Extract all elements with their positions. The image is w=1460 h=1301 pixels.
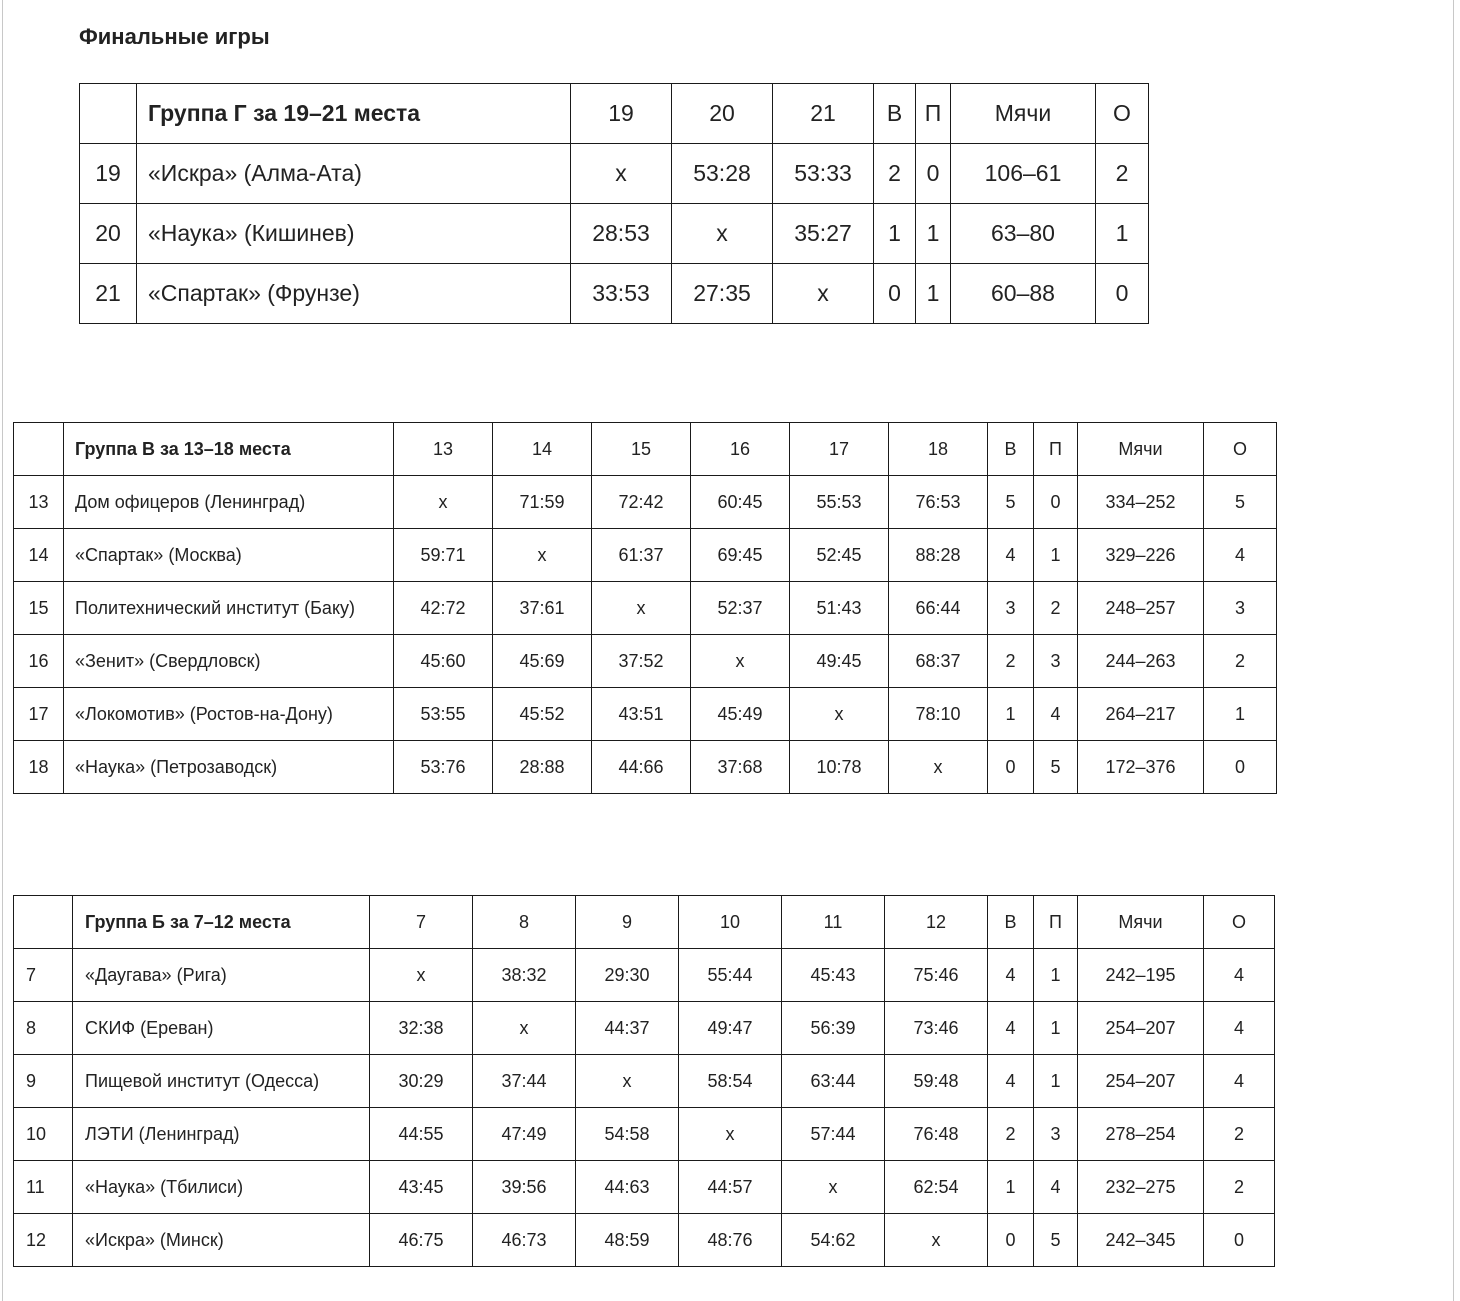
result-cell: 27:35 <box>672 264 773 324</box>
table-title: Группа В за 13–18 места <box>64 423 394 476</box>
points-cell: 4 <box>1204 1055 1275 1108</box>
result-cell: х <box>576 1055 679 1108</box>
result-cell: х <box>370 949 473 1002</box>
result-cell: 59:71 <box>394 529 493 582</box>
table-header-row <box>14 896 1275 949</box>
balls-cell: 242–345 <box>1078 1214 1204 1267</box>
wins-cell: 2 <box>988 635 1034 688</box>
result-cell: х <box>571 144 672 204</box>
points-cell: 2 <box>1204 635 1277 688</box>
result-cell: 44:66 <box>592 741 691 794</box>
points-cell: 0 <box>1096 264 1149 324</box>
wins-cell: 4 <box>988 529 1034 582</box>
balls-cell: 264–217 <box>1078 688 1204 741</box>
result-cell: 37:61 <box>493 582 592 635</box>
losses-cell: 1 <box>916 204 951 264</box>
table-row <box>14 635 1277 688</box>
result-cell: 45:49 <box>691 688 790 741</box>
result-cell: х <box>493 529 592 582</box>
wins-cell: 2 <box>874 144 916 204</box>
column-header: О <box>1204 423 1277 476</box>
result-cell: 69:45 <box>691 529 790 582</box>
wins-cell: 4 <box>988 1055 1034 1108</box>
table-row <box>14 1214 1275 1267</box>
place-cell: 19 <box>80 144 137 204</box>
place-cell: 7 <box>14 949 73 1002</box>
points-cell: 1 <box>1096 204 1149 264</box>
wins-cell: 0 <box>988 1214 1034 1267</box>
place-cell: 16 <box>14 635 64 688</box>
wins-cell: 0 <box>874 264 916 324</box>
column-header: 16 <box>691 423 790 476</box>
balls-cell: 172–376 <box>1078 741 1204 794</box>
column-header: 11 <box>782 896 885 949</box>
place-cell: 17 <box>14 688 64 741</box>
result-cell: 30:29 <box>370 1055 473 1108</box>
losses-cell: 3 <box>1034 635 1078 688</box>
column-header: 17 <box>790 423 889 476</box>
balls-cell: 242–195 <box>1078 949 1204 1002</box>
table-row <box>14 1161 1275 1214</box>
losses-cell: 3 <box>1034 1108 1078 1161</box>
column-header: Мячи <box>1078 896 1204 949</box>
balls-cell: 63–80 <box>951 204 1096 264</box>
result-cell: 28:88 <box>493 741 592 794</box>
points-cell: 4 <box>1204 949 1275 1002</box>
column-header: 10 <box>679 896 782 949</box>
points-cell: 2 <box>1096 144 1149 204</box>
result-cell: х <box>473 1002 576 1055</box>
result-cell: 59:48 <box>885 1055 988 1108</box>
result-cell: 44:55 <box>370 1108 473 1161</box>
column-header: П <box>916 84 951 144</box>
standings-table-group-b <box>13 895 1275 1267</box>
result-cell: 88:28 <box>889 529 988 582</box>
points-cell: 2 <box>1204 1108 1275 1161</box>
column-header: В <box>874 84 916 144</box>
team-name-cell: «Наука» (Тбилиси) <box>73 1161 370 1214</box>
result-cell: 72:42 <box>592 476 691 529</box>
table-title: Группа Б за 7–12 места <box>73 896 370 949</box>
result-cell: х <box>592 582 691 635</box>
header-empty-cell <box>80 84 137 144</box>
points-cell: 1 <box>1204 688 1277 741</box>
wins-cell: 5 <box>988 476 1034 529</box>
wins-cell: 2 <box>988 1108 1034 1161</box>
result-cell: 76:53 <box>889 476 988 529</box>
place-cell: 10 <box>14 1108 73 1161</box>
result-cell: 48:76 <box>679 1214 782 1267</box>
team-name-cell: СКИФ (Ереван) <box>73 1002 370 1055</box>
column-header: 14 <box>493 423 592 476</box>
result-cell: 49:47 <box>679 1002 782 1055</box>
balls-cell: 60–88 <box>951 264 1096 324</box>
team-name-cell: Пищевой институт (Одесса) <box>73 1055 370 1108</box>
result-cell: 52:45 <box>790 529 889 582</box>
table-row <box>80 264 1149 324</box>
result-cell: 35:27 <box>773 204 874 264</box>
losses-cell: 2 <box>1034 582 1078 635</box>
table-row <box>14 1055 1275 1108</box>
result-cell: х <box>394 476 493 529</box>
result-cell: 37:52 <box>592 635 691 688</box>
result-cell: х <box>885 1214 988 1267</box>
result-cell: 53:33 <box>773 144 874 204</box>
column-header: 7 <box>370 896 473 949</box>
standings-table-group-v <box>13 422 1277 794</box>
team-name-cell: «Зенит» (Свердловск) <box>64 635 394 688</box>
result-cell: х <box>782 1161 885 1214</box>
table-row <box>14 949 1275 1002</box>
team-name-cell: «Искра» (Минск) <box>73 1214 370 1267</box>
wins-cell: 1 <box>988 1161 1034 1214</box>
result-cell: 68:37 <box>889 635 988 688</box>
result-cell: 75:46 <box>885 949 988 1002</box>
column-header: 9 <box>576 896 679 949</box>
result-cell: 29:30 <box>576 949 679 1002</box>
result-cell: 38:32 <box>473 949 576 1002</box>
result-cell: 62:54 <box>885 1161 988 1214</box>
result-cell: 61:37 <box>592 529 691 582</box>
column-header: 8 <box>473 896 576 949</box>
balls-cell: 248–257 <box>1078 582 1204 635</box>
wins-cell: 4 <box>988 1002 1034 1055</box>
wins-cell: 0 <box>988 741 1034 794</box>
losses-cell: 4 <box>1034 688 1078 741</box>
table-row <box>14 529 1277 582</box>
table-row <box>14 1002 1275 1055</box>
place-cell: 15 <box>14 582 64 635</box>
place-cell: 9 <box>14 1055 73 1108</box>
result-cell: 48:59 <box>576 1214 679 1267</box>
points-cell: 4 <box>1204 1002 1275 1055</box>
points-cell: 0 <box>1204 741 1277 794</box>
column-header: В <box>988 896 1034 949</box>
column-header: 15 <box>592 423 691 476</box>
team-name-cell: «Спартак» (Москва) <box>64 529 394 582</box>
result-cell: 54:58 <box>576 1108 679 1161</box>
table-row <box>14 476 1277 529</box>
result-cell: 73:46 <box>885 1002 988 1055</box>
document-page <box>2 0 1454 1301</box>
column-header: О <box>1096 84 1149 144</box>
result-cell: 45:69 <box>493 635 592 688</box>
table-header-row <box>14 423 1277 476</box>
column-header: 19 <box>571 84 672 144</box>
team-name-cell: «Даугава» (Рига) <box>73 949 370 1002</box>
result-cell: 43:45 <box>370 1161 473 1214</box>
team-name-cell: «Спартак» (Фрунзе) <box>137 264 571 324</box>
result-cell: х <box>691 635 790 688</box>
result-cell: 33:53 <box>571 264 672 324</box>
column-header: Мячи <box>951 84 1096 144</box>
result-cell: 53:76 <box>394 741 493 794</box>
place-cell: 8 <box>14 1002 73 1055</box>
result-cell: 58:54 <box>679 1055 782 1108</box>
result-cell: 39:56 <box>473 1161 576 1214</box>
team-name-cell: Дом офицеров (Ленинград) <box>64 476 394 529</box>
place-cell: 21 <box>80 264 137 324</box>
team-name-cell: Политехнический институт (Баку) <box>64 582 394 635</box>
result-cell: х <box>672 204 773 264</box>
result-cell: 37:68 <box>691 741 790 794</box>
losses-cell: 4 <box>1034 1161 1078 1214</box>
page-heading: Финальные игры <box>79 24 270 49</box>
result-cell: 60:45 <box>691 476 790 529</box>
column-header: П <box>1034 896 1078 949</box>
result-cell: 54:62 <box>782 1214 885 1267</box>
place-cell: 14 <box>14 529 64 582</box>
result-cell: 76:48 <box>885 1108 988 1161</box>
place-cell: 11 <box>14 1161 73 1214</box>
result-cell: 55:53 <box>790 476 889 529</box>
wins-cell: 1 <box>988 688 1034 741</box>
losses-cell: 1 <box>1034 1055 1078 1108</box>
column-header: 20 <box>672 84 773 144</box>
result-cell: 71:59 <box>493 476 592 529</box>
place-cell: 20 <box>80 204 137 264</box>
balls-cell: 254–207 <box>1078 1055 1204 1108</box>
result-cell: 44:57 <box>679 1161 782 1214</box>
balls-cell: 232–275 <box>1078 1161 1204 1214</box>
table-header-row <box>80 84 1149 144</box>
result-cell: 53:55 <box>394 688 493 741</box>
column-header: 12 <box>885 896 988 949</box>
table-title: Группа Г за 19–21 места <box>137 84 571 144</box>
table-row <box>80 144 1149 204</box>
losses-cell: 5 <box>1034 741 1078 794</box>
losses-cell: 5 <box>1034 1214 1078 1267</box>
result-cell: 52:37 <box>691 582 790 635</box>
header-empty-cell <box>14 423 64 476</box>
balls-cell: 329–226 <box>1078 529 1204 582</box>
place-cell: 13 <box>14 476 64 529</box>
points-cell: 2 <box>1204 1161 1275 1214</box>
balls-cell: 244–263 <box>1078 635 1204 688</box>
team-name-cell: «Наука» (Петрозаводск) <box>64 741 394 794</box>
result-cell: 45:52 <box>493 688 592 741</box>
result-cell: 42:72 <box>394 582 493 635</box>
result-cell: х <box>679 1108 782 1161</box>
balls-cell: 106–61 <box>951 144 1096 204</box>
table-row <box>80 204 1149 264</box>
result-cell: 78:10 <box>889 688 988 741</box>
points-cell: 4 <box>1204 529 1277 582</box>
losses-cell: 1 <box>1034 1002 1078 1055</box>
column-header: Мячи <box>1078 423 1204 476</box>
team-name-cell: «Наука» (Кишинев) <box>137 204 571 264</box>
wins-cell: 3 <box>988 582 1034 635</box>
column-header: 13 <box>394 423 493 476</box>
result-cell: 53:28 <box>672 144 773 204</box>
points-cell: 5 <box>1204 476 1277 529</box>
table-row <box>14 688 1277 741</box>
team-name-cell: «Локомотив» (Ростов-на-Дону) <box>64 688 394 741</box>
result-cell: 47:49 <box>473 1108 576 1161</box>
table-row <box>14 582 1277 635</box>
losses-cell: 1 <box>1034 529 1078 582</box>
result-cell: 66:44 <box>889 582 988 635</box>
result-cell: 49:45 <box>790 635 889 688</box>
balls-cell: 278–254 <box>1078 1108 1204 1161</box>
points-cell: 3 <box>1204 582 1277 635</box>
result-cell: 45:60 <box>394 635 493 688</box>
result-cell: х <box>790 688 889 741</box>
table-row <box>14 741 1277 794</box>
standings-table-group-g <box>79 83 1149 324</box>
column-header: О <box>1204 896 1275 949</box>
result-cell: 55:44 <box>679 949 782 1002</box>
result-cell: 63:44 <box>782 1055 885 1108</box>
team-name-cell: «Искра» (Алма-Ата) <box>137 144 571 204</box>
place-cell: 12 <box>14 1214 73 1267</box>
column-header: 21 <box>773 84 874 144</box>
column-header: В <box>988 423 1034 476</box>
header-empty-cell <box>14 896 73 949</box>
column-header: 18 <box>889 423 988 476</box>
table-row <box>14 1108 1275 1161</box>
column-header: П <box>1034 423 1078 476</box>
balls-cell: 334–252 <box>1078 476 1204 529</box>
team-name-cell: ЛЭТИ (Ленинград) <box>73 1108 370 1161</box>
losses-cell: 1 <box>916 264 951 324</box>
result-cell: 56:39 <box>782 1002 885 1055</box>
result-cell: 44:63 <box>576 1161 679 1214</box>
result-cell: 44:37 <box>576 1002 679 1055</box>
result-cell: 57:44 <box>782 1108 885 1161</box>
result-cell: 10:78 <box>790 741 889 794</box>
result-cell: 43:51 <box>592 688 691 741</box>
result-cell: 46:75 <box>370 1214 473 1267</box>
result-cell: х <box>773 264 874 324</box>
result-cell: 46:73 <box>473 1214 576 1267</box>
place-cell: 18 <box>14 741 64 794</box>
losses-cell: 0 <box>916 144 951 204</box>
result-cell: 28:53 <box>571 204 672 264</box>
result-cell: 32:38 <box>370 1002 473 1055</box>
wins-cell: 1 <box>874 204 916 264</box>
result-cell: х <box>889 741 988 794</box>
result-cell: 45:43 <box>782 949 885 1002</box>
balls-cell: 254–207 <box>1078 1002 1204 1055</box>
wins-cell: 4 <box>988 949 1034 1002</box>
result-cell: 37:44 <box>473 1055 576 1108</box>
losses-cell: 0 <box>1034 476 1078 529</box>
result-cell: 51:43 <box>790 582 889 635</box>
losses-cell: 1 <box>1034 949 1078 1002</box>
points-cell: 0 <box>1204 1214 1275 1267</box>
